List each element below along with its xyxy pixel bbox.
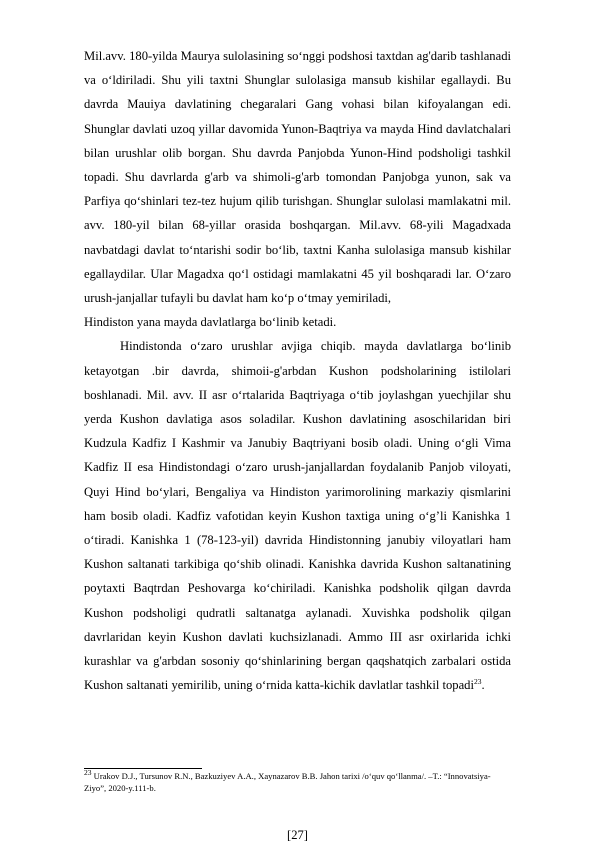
document-body (84, 44, 511, 697)
footnote-text: Urakov D.J., Tursunov R.N., Bazkuziyev A.A., Xaynazarov B.B. Jahon tarixi /o‘quv qo‘llanma/. –T.: “Innovatsiya-Ziyo”, 2020-y.111-b. (84, 771, 491, 793)
paragraph-kushon (84, 334, 511, 697)
paragraph-kushon-text: Hindistonda o‘zaro urushlar avjiga chiqib. mayda davlatlarga bo‘linib ketayotgan .bir davrda, shimoii-g'arbdan Kushon podsholarining istilolari boshlanadi. Mil. avv. II asr o‘rtalarida Baqtriyaga o‘tib joylashgan yuechjilar shu yerda Kushon davlatiga asos soladilar. Kushon davlatining asoschilaridan biri Kudzula Kadfiz I Kashmir va Janubiy Baqtriyani bosib oladi. Uning o‘gli Vima Kadfiz II esa Hindistondagi o‘zaro urush-janjallardan foydalanib Panjob viloyati, Quyi Hind bo‘ylari, Bengaliya va Hindiston yarimorolining markaziy qismlarini ham bosib oladi. Kadfiz vafotidan keyin Kushon taxtiga uning o‘g’li Kanishka 1 o‘tiradi. Kanishka 1 (78-123-yil) davrida Hindistonning janubiy viloyatlari ham Kushon saltanati tarkibiga qo‘shib olinadi. Kanishka davrida Kushon saltanatining poytaxti Baqtrdan Peshovarga ko‘chiriladi. Kanishka podsholik qilgan davrda Kushon podsholigi qudratli saltanatga aylanadi. Xuvishka podsholik qilgan davrlaridan keyin Kushon davlati kuchsizlanadi. Ammo III asr oxirlarida ichki kurashlar va g'arbdan sosoniy qo‘shinlarining bergan qaqshatqich zarbalari ostida Kushon saltanati yemirilib, uning o‘rnida katta-kichik davlatlar tashkil topadi (84, 339, 511, 693)
paragraph-hindiston-split: Hindiston yana mayda davlatlarga bo‘linib ketadi. (84, 315, 337, 330)
footnote-reference: 23 (473, 677, 482, 687)
footnote (84, 768, 511, 794)
paragraph-kushon-tail: . (481, 678, 485, 693)
footnote-marker: 23 (84, 768, 92, 778)
paragraph-maurya-shunga: Mil.avv. 180-yilda Maurya sulolasining so‘nggi podshosi taxtdan ag'darib tashlanadi va o‘ldiriladi. Shu yili taxtni Shunglar sulolasiga mansub kishilar egallaydi. Bu davrda Mauiya davlatining chegaralari Gang vohasi bilan kifoyalangan edi. Shunglar davlati uzoq yillar davomida Yunon-Baqtriya va mayda Hind davlatchalari bilan urushlar olib borgan. Shu davrda Panjobda Yunon-Hind podsholigi tashkil topadi. Shu davrlarda g'arb va shimoli-g'arb tomondan Panjobga yunon, sak va Parfiya qo‘shinlari tez-tez hujum qilib turishgan. Shunglar sulolasi mamlakatni mil. avv. 180-yil bilan 68-yillar orasida boshqargan. Mil.avv. 68-yili Magadxada navbatdagi davlat to‘ntarishi sodir bo‘lib, taxtni Kanha sulolasiga mansub kishilar egallaydilar. Ular Magadxa qo‘l ostidagi mamlakatni 45 yil boshqaradi lar. O‘zaro urush-janjallar tufayli bu davlat ham ko‘p o‘tmay yemiriladi, (84, 49, 511, 306)
page-number: [27] (287, 828, 308, 842)
footnote-separator (84, 768, 202, 769)
